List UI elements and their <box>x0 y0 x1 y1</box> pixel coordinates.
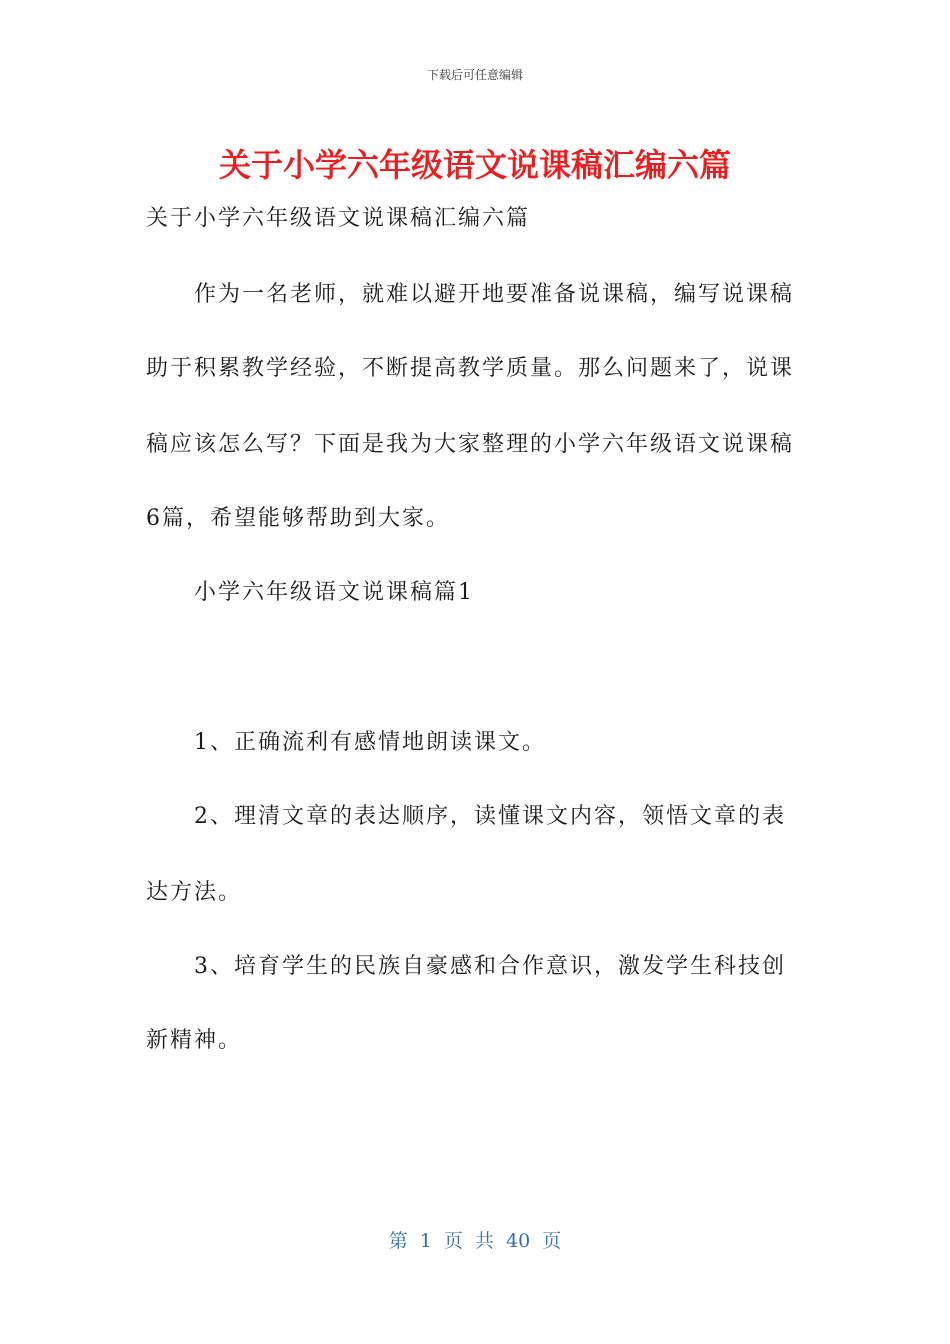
intro-line-4: 6篇，希望能够帮助到大家。 <box>146 506 450 531</box>
list-item-2: 2、理清文章的表达顺序，读懂课文内容，领悟文章的表 <box>194 804 786 829</box>
document-subtitle: 关于小学六年级语文说课稿汇编六篇 <box>146 206 531 231</box>
section-heading: 小学六年级语文说课稿篇1 <box>194 580 474 605</box>
intro-line-1: 作为一名老师，就难以避开地要准备说课稿，编写说课稿 <box>194 282 795 307</box>
list-item-3-continued: 新精神。 <box>146 1028 243 1053</box>
page-number-footer: 第 1 页 共 40 页 <box>388 1230 562 1252</box>
document-title: 关于小学六年级语文说课稿汇编六篇 <box>218 146 731 184</box>
intro-line-3: 稿应该怎么写？下面是我为大家整理的小学六年级语文说课稿 <box>146 432 795 457</box>
header-note: 下载后可任意编辑 <box>426 68 523 82</box>
list-item-2-continued: 达方法。 <box>146 880 243 905</box>
list-item-3: 3、培育学生的民族自豪感和合作意识，激发学生科技创 <box>194 954 786 979</box>
list-item-1: 1、正确流利有感情地朗读课文。 <box>194 730 546 755</box>
intro-line-2: 助于积累教学经验，不断提高教学质量。那么问题来了，说课 <box>146 356 795 381</box>
